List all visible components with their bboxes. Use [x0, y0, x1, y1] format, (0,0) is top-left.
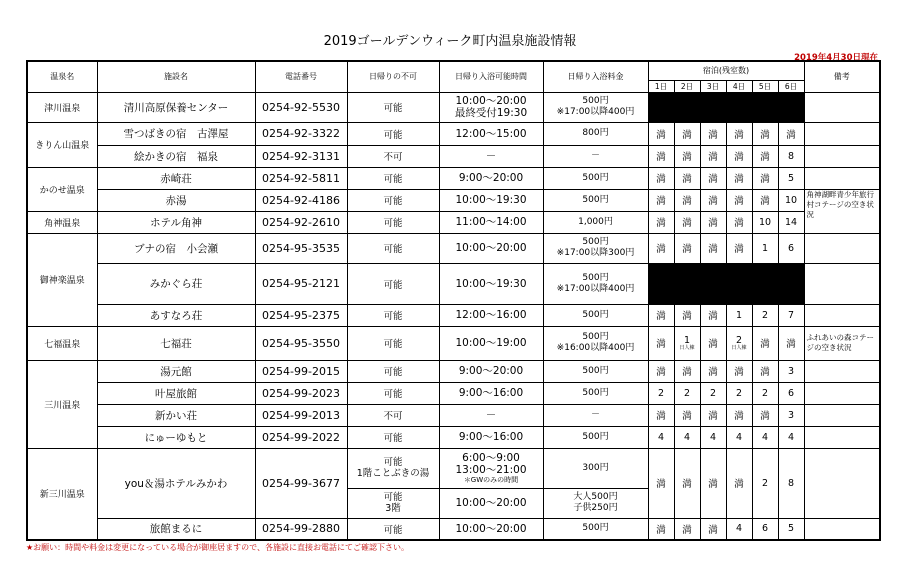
- dayuse-status: 可能: [347, 304, 439, 326]
- room-count: 満: [726, 360, 752, 382]
- room-count: 8: [778, 145, 804, 167]
- room-count: 2 日人棟: [726, 326, 752, 360]
- phone-number: 0254-99-2013: [255, 404, 347, 426]
- facility-name: にゅーゆもと: [97, 426, 255, 448]
- facility-name: ブナの宿 小会瀬: [97, 233, 255, 263]
- facility-name: 旅館まるに: [97, 518, 255, 540]
- onsen-name: 角神温泉: [27, 211, 97, 233]
- dayuse-status: 可能: [347, 426, 439, 448]
- room-count: 10: [752, 211, 778, 233]
- room-count: 2: [726, 382, 752, 404]
- dayuse-hours: 10:00～19:30: [439, 189, 543, 211]
- header-day-3: 3日: [700, 80, 726, 92]
- dayuse-status: 可能: [347, 167, 439, 189]
- dayuse-hours: 9:00～16:00: [439, 382, 543, 404]
- facility-name: you＆湯ホテルみかわ: [97, 448, 255, 518]
- table-row: [27, 167, 880, 189]
- dayuse-fee: 500円: [543, 426, 648, 448]
- dayuse-hours: 6:00～9:00 13:00～21:00 ＊GWのみの時間: [439, 448, 543, 488]
- onsen-name: 七福温泉: [27, 326, 97, 360]
- header-hours: 日帰り入浴可能時間: [439, 61, 543, 92]
- table-row: [27, 326, 880, 360]
- room-count: 4: [700, 426, 726, 448]
- rooms-unavailable-block: [648, 263, 804, 304]
- remarks-cell: [804, 518, 880, 540]
- room-count: 満: [726, 404, 752, 426]
- table-row: [27, 404, 880, 426]
- dayuse-status: 可能: [347, 518, 439, 540]
- room-count: 6: [752, 518, 778, 540]
- dayuse-hours: 9:00～20:00: [439, 360, 543, 382]
- room-count: 満: [700, 211, 726, 233]
- as-of-date: 2019年4月30日現在: [794, 53, 878, 63]
- header-phone: 電話番号: [255, 61, 347, 92]
- phone-number: 0254-99-2015: [255, 360, 347, 382]
- room-count: 満: [700, 518, 726, 540]
- remarks-cell: [804, 145, 880, 167]
- room-count: 満: [700, 145, 726, 167]
- remarks-cell: [804, 382, 880, 404]
- room-count: 満: [700, 189, 726, 211]
- room-count: 7: [778, 304, 804, 326]
- dayuse-hours: 10:00～20:00: [439, 488, 543, 518]
- phone-number: 0254-92-3131: [255, 145, 347, 167]
- dayuse-fee: 500円 ※16:00以降400円: [543, 326, 648, 360]
- room-count: 6: [778, 382, 804, 404]
- room-count: 4: [778, 426, 804, 448]
- room-count: 8: [778, 448, 804, 518]
- table-row: [27, 518, 880, 540]
- table-row: [27, 448, 880, 488]
- room-count: 満: [752, 167, 778, 189]
- dayuse-hours: 10:00～20:00: [439, 233, 543, 263]
- table-row: [27, 382, 880, 404]
- dayuse-hours: 10:00～20:00 最終受付19:30: [439, 92, 543, 122]
- dayuse-fee: －: [543, 145, 648, 167]
- dayuse-hours: 12:00～16:00: [439, 304, 543, 326]
- room-count: 5: [778, 518, 804, 540]
- room-count: 満: [700, 122, 726, 145]
- phone-number: 0254-99-2880: [255, 518, 347, 540]
- room-count: 満: [648, 211, 674, 233]
- room-count: 満: [648, 167, 674, 189]
- header-day-1: 1日: [648, 80, 674, 92]
- dayuse-hours: 10:00～19:30: [439, 263, 543, 304]
- room-count: 満: [726, 233, 752, 263]
- table-row: [27, 189, 880, 211]
- facility-name: 雪つばきの宿 古澤屋: [97, 122, 255, 145]
- room-count: 満: [674, 233, 700, 263]
- table-row: [27, 360, 880, 382]
- facility-name: ホテル角神: [97, 211, 255, 233]
- room-count: 1: [726, 304, 752, 326]
- room-count: 満: [752, 145, 778, 167]
- phone-number: 0254-92-5811: [255, 167, 347, 189]
- remarks-cell: [804, 263, 880, 304]
- room-count: 5: [778, 167, 804, 189]
- room-count: 満: [752, 360, 778, 382]
- remarks-cell: ふれあいの森コテージの空き状況: [804, 326, 880, 360]
- table-row: [27, 211, 880, 233]
- room-count: 満: [674, 189, 700, 211]
- room-count: 満: [648, 145, 674, 167]
- phone-number: 0254-99-2023: [255, 382, 347, 404]
- phone-number: 0254-95-3535: [255, 233, 347, 263]
- room-count: 14: [778, 211, 804, 233]
- table-row: [27, 122, 880, 145]
- facility-name: 七福荘: [97, 326, 255, 360]
- room-count: 4: [726, 426, 752, 448]
- onsen-name: 三川温泉: [27, 360, 97, 448]
- room-count: 4: [726, 518, 752, 540]
- room-count: 満: [648, 304, 674, 326]
- dayuse-hours: 9:00～20:00: [439, 167, 543, 189]
- room-count: 満: [726, 189, 752, 211]
- room-count: 満: [648, 326, 674, 360]
- dayuse-fee: 500円 ※17:00以降300円: [543, 233, 648, 263]
- room-count: 満: [648, 404, 674, 426]
- table-row: [27, 92, 880, 122]
- room-count: 満: [674, 448, 700, 518]
- dayuse-fee: 500円: [543, 360, 648, 382]
- room-count: 1: [752, 233, 778, 263]
- remarks-cell: 角神湖畔青少年旅行村コテージの空き状況: [804, 189, 880, 233]
- dayuse-fee: 500円: [543, 189, 648, 211]
- room-count: 満: [648, 518, 674, 540]
- phone-number: 0254-92-4186: [255, 189, 347, 211]
- room-count: 満: [648, 233, 674, 263]
- table-row: [27, 145, 880, 167]
- dayuse-status: 可能 1階ことぶきの湯: [347, 448, 439, 488]
- header-day-6: 6日: [778, 80, 804, 92]
- dayuse-status: 可能: [347, 122, 439, 145]
- dayuse-status: 不可: [347, 145, 439, 167]
- room-count: 2: [648, 382, 674, 404]
- table-row: [27, 426, 880, 448]
- onsen-name: きりん山温泉: [27, 122, 97, 167]
- room-count: 2: [752, 382, 778, 404]
- room-count: 10: [778, 189, 804, 211]
- header-onsen: 温泉名: [27, 61, 97, 92]
- footer-note: ★お願い：時間や料金は変更になっている場合が御座居ますので、各施設に直接お電話にてご確認下さい。: [26, 543, 410, 552]
- room-count: 3: [778, 360, 804, 382]
- table-row: [27, 263, 880, 304]
- room-count: 満: [674, 122, 700, 145]
- room-count: 2: [674, 382, 700, 404]
- room-count: 満: [674, 360, 700, 382]
- room-count: 2: [752, 448, 778, 518]
- room-count: 満: [700, 326, 726, 360]
- phone-number: 0254-92-3322: [255, 122, 347, 145]
- onsen-name: 御神楽温泉: [27, 233, 97, 326]
- onsen-name: かのせ温泉: [27, 167, 97, 211]
- dayuse-status: 可能: [347, 326, 439, 360]
- room-count: 満: [700, 233, 726, 263]
- dayuse-fee: 500円: [543, 382, 648, 404]
- facility-name: あすなろ荘: [97, 304, 255, 326]
- header-row: [27, 61, 880, 80]
- phone-number: 0254-92-2610: [255, 211, 347, 233]
- room-count: 満: [778, 326, 804, 360]
- onsen-info-table: [26, 60, 881, 541]
- room-count: 満: [726, 448, 752, 518]
- header-remarks: 備考: [804, 61, 880, 92]
- dayuse-fee: 800円: [543, 122, 648, 145]
- room-count: 満: [700, 448, 726, 518]
- onsen-name: 津川温泉: [27, 92, 97, 122]
- dayuse-status: 可能 3階: [347, 488, 439, 518]
- facility-name: みかぐら荘: [97, 263, 255, 304]
- room-count: 3: [778, 404, 804, 426]
- dayuse-fee: 500円: [543, 167, 648, 189]
- room-count: 満: [648, 448, 674, 518]
- dayuse-status: 可能: [347, 382, 439, 404]
- room-count: 4: [648, 426, 674, 448]
- table-row: [27, 233, 880, 263]
- facility-name: 絵かきの宿 福泉: [97, 145, 255, 167]
- room-count: 満: [752, 326, 778, 360]
- room-count: 4: [752, 426, 778, 448]
- remarks-cell: [804, 448, 880, 518]
- dayuse-fee: 500円: [543, 518, 648, 540]
- remarks-cell: [804, 304, 880, 326]
- room-count: 満: [752, 189, 778, 211]
- dayuse-status: 可能: [347, 92, 439, 122]
- header-day-4: 4日: [726, 80, 752, 92]
- facility-name: 湯元館: [97, 360, 255, 382]
- table-row: [27, 304, 880, 326]
- room-count: 満: [778, 122, 804, 145]
- page-title: 2019ゴールデンウィーク町内温泉施設情報: [323, 34, 577, 49]
- room-count: 満: [700, 167, 726, 189]
- remarks-cell: [804, 360, 880, 382]
- dayuse-hours: 10:00～20:00: [439, 518, 543, 540]
- phone-number: 0254-95-2121: [255, 263, 347, 304]
- header-facility: 施設名: [97, 61, 255, 92]
- dayuse-hours: 12:00～15:00: [439, 122, 543, 145]
- room-count: 満: [648, 122, 674, 145]
- onsen-name: 新三川温泉: [27, 448, 97, 540]
- header-day-5: 5日: [752, 80, 778, 92]
- facility-name: 赤崎荘: [97, 167, 255, 189]
- facility-name: 叶屋旅館: [97, 382, 255, 404]
- room-count: 満: [674, 145, 700, 167]
- room-count: 満: [726, 167, 752, 189]
- remarks-cell: [804, 92, 880, 122]
- remarks-cell: [804, 233, 880, 263]
- facility-name: 新かい荘: [97, 404, 255, 426]
- dayuse-fee: 300円: [543, 448, 648, 488]
- dayuse-status: 可能: [347, 263, 439, 304]
- dayuse-status: 可能: [347, 360, 439, 382]
- room-count: 満: [674, 304, 700, 326]
- phone-number: 0254-99-2022: [255, 426, 347, 448]
- dayuse-status: 可能: [347, 211, 439, 233]
- phone-number: 0254-95-2375: [255, 304, 347, 326]
- room-count: 満: [700, 304, 726, 326]
- phone-number: 0254-95-3550: [255, 326, 347, 360]
- header-fee: 日帰り入浴料金: [543, 61, 648, 92]
- remarks-cell: [804, 404, 880, 426]
- phone-number: 0254-92-5530: [255, 92, 347, 122]
- dayuse-hours: 11:00～14:00: [439, 211, 543, 233]
- room-count: 2: [752, 304, 778, 326]
- dayuse-fee: 500円: [543, 304, 648, 326]
- room-count: 満: [648, 360, 674, 382]
- room-count: 満: [726, 145, 752, 167]
- dayuse-hours: 9:00～16:00: [439, 426, 543, 448]
- remarks-cell: [804, 167, 880, 189]
- room-count: 満: [726, 122, 752, 145]
- dayuse-status: 可能: [347, 189, 439, 211]
- dayuse-hours: －: [439, 145, 543, 167]
- room-count: 満: [674, 167, 700, 189]
- room-count: 満: [700, 404, 726, 426]
- dayuse-status: 不可: [347, 404, 439, 426]
- header-dayuse: 日帰りの不可: [347, 61, 439, 92]
- dayuse-hours: －: [439, 404, 543, 426]
- room-count: 満: [752, 122, 778, 145]
- facility-name: 清川高原保養センター: [97, 92, 255, 122]
- room-count: 満: [700, 360, 726, 382]
- dayuse-status: 可能: [347, 233, 439, 263]
- facility-name: 赤湯: [97, 189, 255, 211]
- dayuse-fee: 500円 ※17:00以降400円: [543, 263, 648, 304]
- remarks-cell: [804, 122, 880, 145]
- room-count: 6: [778, 233, 804, 263]
- dayuse-fee: 500円 ※17:00以降400円: [543, 92, 648, 122]
- room-count: 2: [700, 382, 726, 404]
- phone-number: 0254-99-3677: [255, 448, 347, 518]
- room-count: 満: [674, 404, 700, 426]
- room-count: 満: [648, 189, 674, 211]
- rooms-unavailable-block: [648, 92, 804, 122]
- dayuse-fee: 1,000円: [543, 211, 648, 233]
- room-count: 4: [674, 426, 700, 448]
- room-count: 満: [674, 518, 700, 540]
- dayuse-fee: 大人500円 子供250円: [543, 488, 648, 518]
- room-count: 1 日人棟: [674, 326, 700, 360]
- room-count: 満: [752, 404, 778, 426]
- dayuse-fee: －: [543, 404, 648, 426]
- header-stay: 宿泊(残室数): [648, 61, 804, 80]
- room-count: 満: [674, 211, 700, 233]
- room-count: 満: [726, 211, 752, 233]
- dayuse-hours: 10:00～19:00: [439, 326, 543, 360]
- remarks-cell: [804, 426, 880, 448]
- header-day-2: 2日: [674, 80, 700, 92]
